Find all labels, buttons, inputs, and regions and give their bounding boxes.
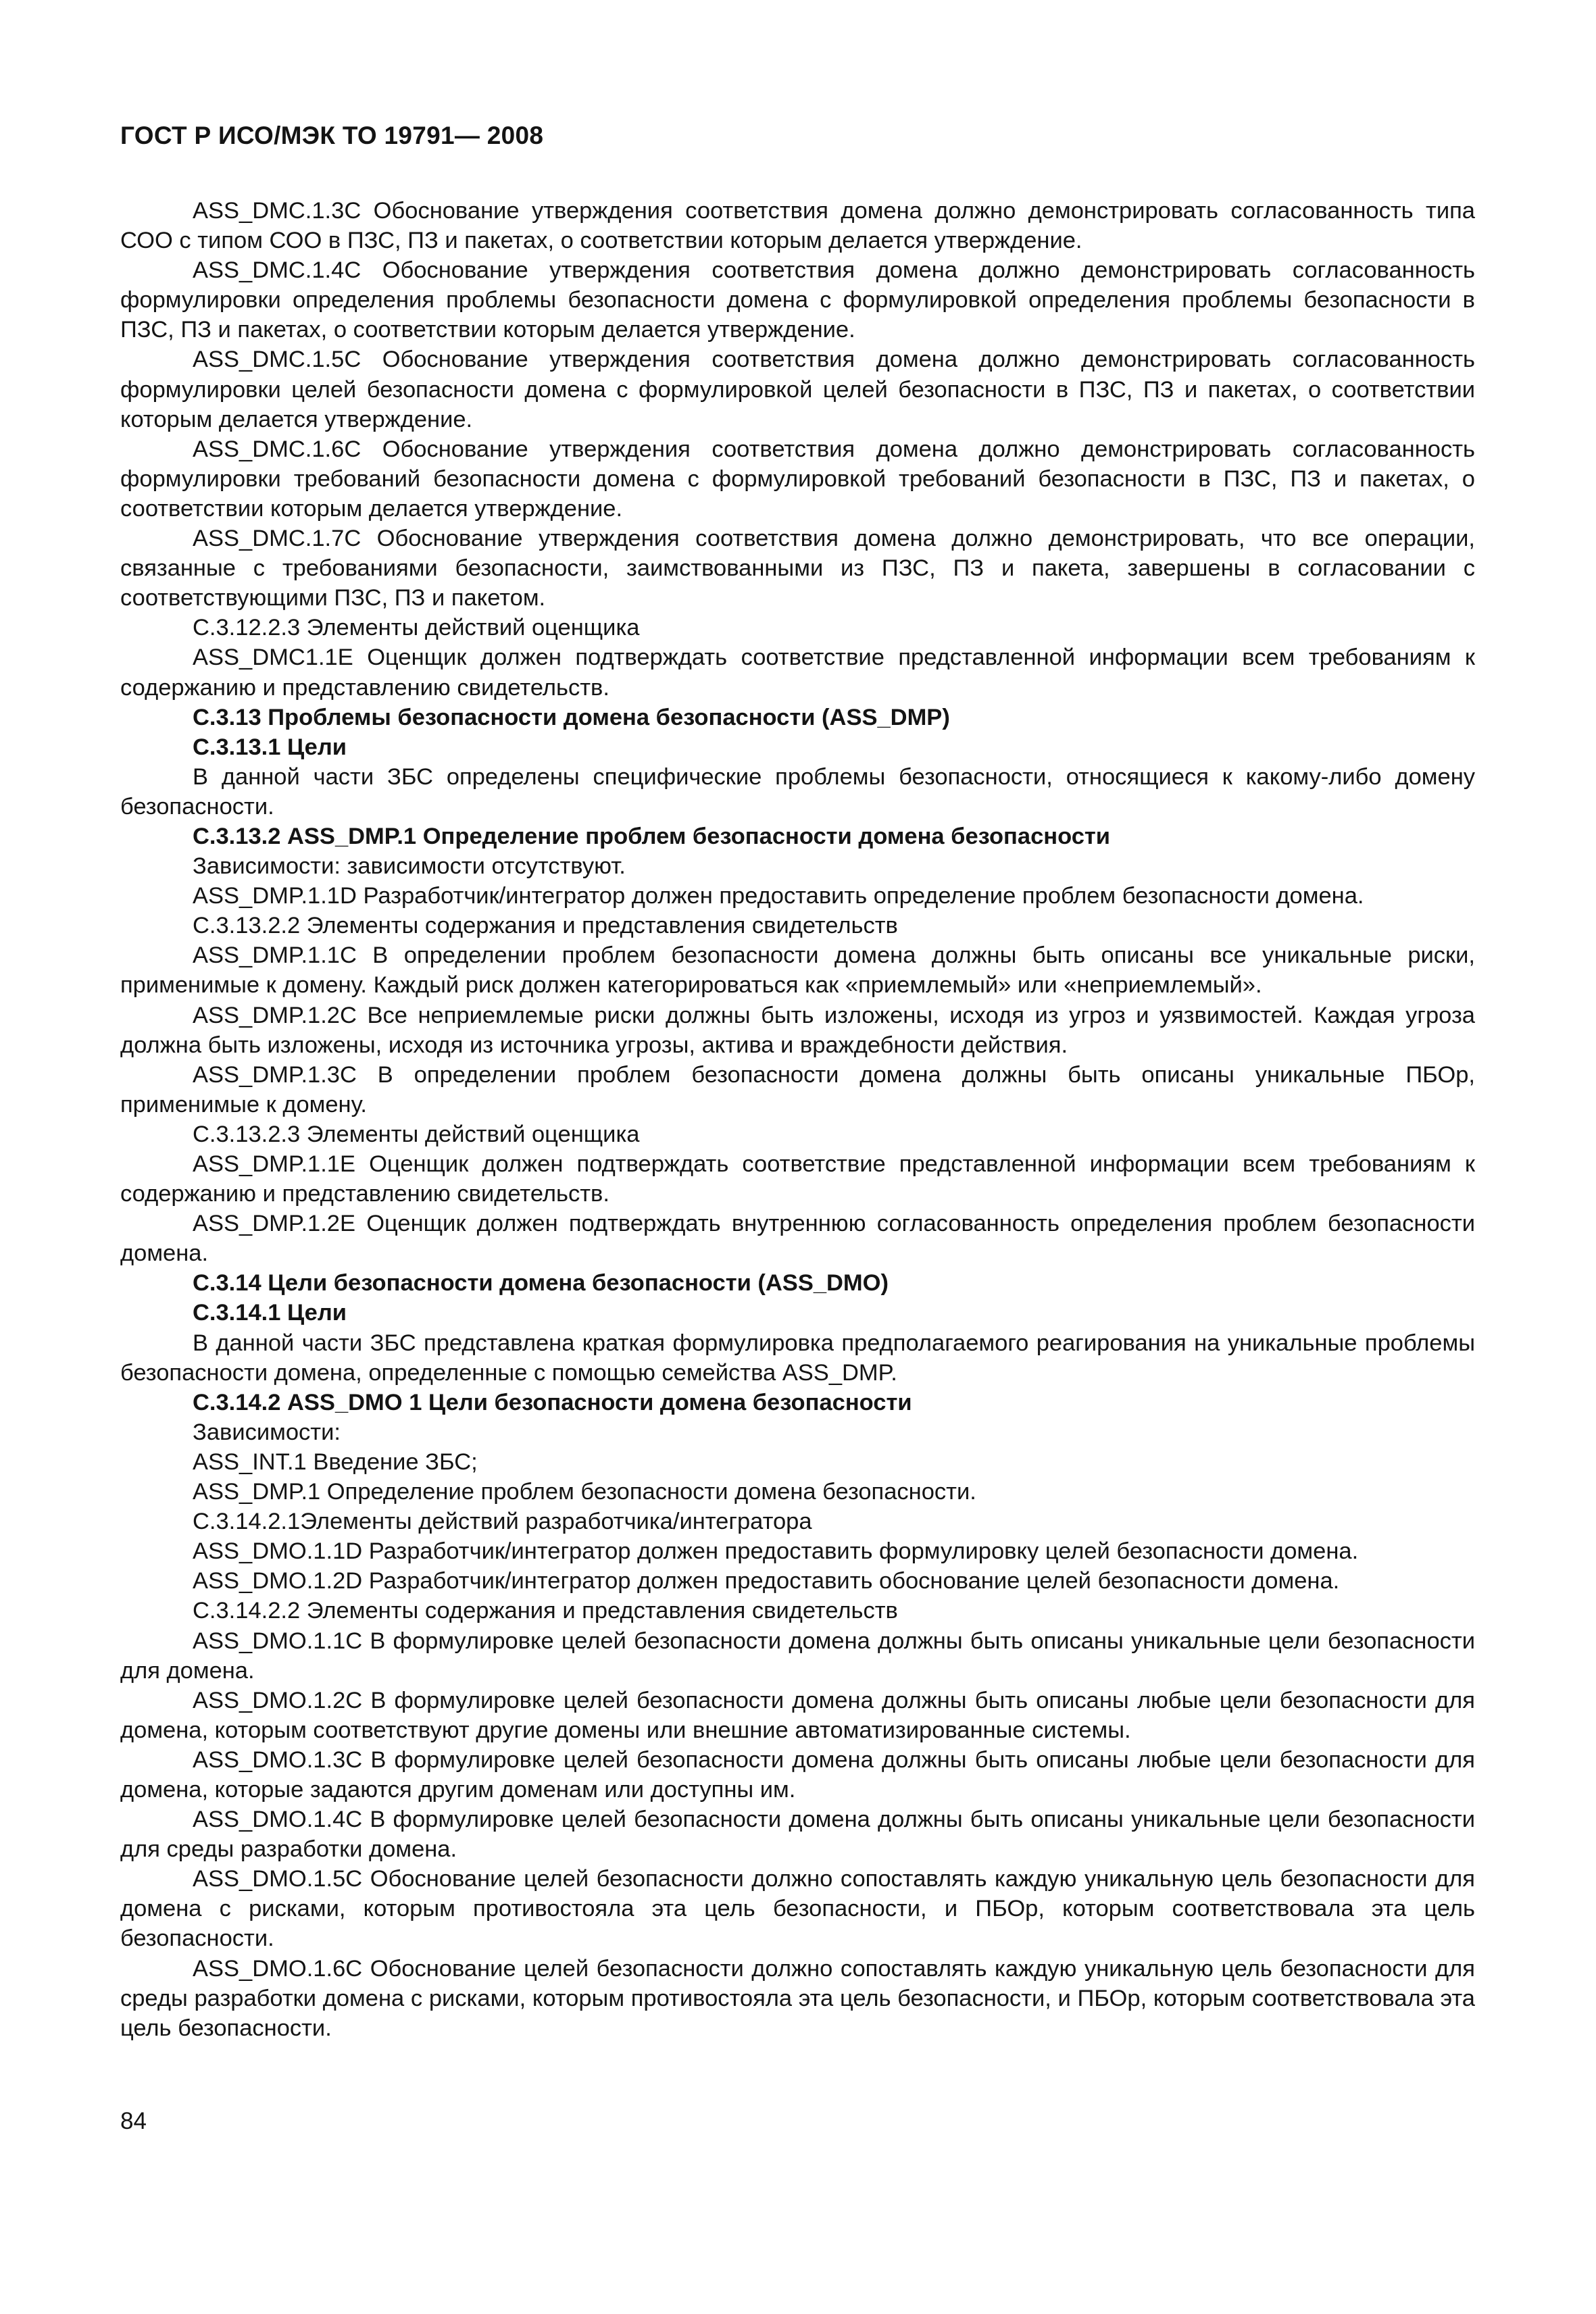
section-heading: С.3.14 Цели безопасности домена безопасности (ASS_DMO): [193, 1270, 889, 1297]
paragraph: ASS_DMO.1.2С В формулировке целей безопасности домена должны быть описаны любые цели безопасности для домена, которым соответствуют другие домены или внешние автоматизированные системы.: [120, 1687, 1475, 1743]
paragraph: ASS_DMC.1.7С Обоснование утверждения соответствия домена должно демонстрировать, что все операции, связанные с требованиями безопасности, заимствованными из ПЗС, ПЗ и пакета, завершены в согласовании с соответствующими ПЗС, ПЗ и пакетом.: [120, 526, 1475, 611]
paragraph: ASS_DMP.1.2С Все неприемлемые риски должны быть изложены, исходя из угроз и уязвимостей. Каждая угроза должна быть изложены, исходя из источника угрозы, актива и враждебности действия.: [120, 1002, 1475, 1058]
paragraph: ASS_DMC.1.4С Обоснование утверждения соответствия домена должно демонстрировать согласованность формулировки определения проблемы безопасности домена с формулировкой определения проблемы безопасности в ПЗС, ПЗ и пакетах, о соответствии которым делается утверждение.: [120, 257, 1475, 343]
paragraph: ASS_DMO.1.3С В формулировке целей безопасности домена должны быть описаны любые цели безопасности для домена, которые задаются другим доменам или доступны им.: [120, 1746, 1475, 1803]
paragraph: С.3.14.2.1Элементы действий разработчика/интегратора: [193, 1509, 812, 1535]
paragraph: ASS_DMP.1.3С В определении проблем безопасности домена должны быть описаны уникальные ПБОр, применимые к домену.: [120, 1061, 1475, 1117]
paragraph: С.3.12.2.3 Элементы действий оценщика: [193, 615, 640, 641]
paragraph: ASS_DMP.1.1С В определении проблем безопасности домена должны быть описаны все уникальные риски, применимые к домену. Каждый риск должен категорироваться как «приемлемый» или «неприемлемый».: [120, 942, 1475, 999]
paragraph: ASS_DMC.1.6С Обоснование утверждения соответствия домена должно демонстрировать согласованность формулировки требований безопасности домена с формулировкой требований безопасности в ПЗС, ПЗ и пакетах, о соответствии которым делается утверждение.: [120, 436, 1475, 522]
paragraph: ASS_INT.1 Введение ЗБС;: [193, 1449, 478, 1475]
paragraph: ASS_DMO.1.1С В формулировке целей безопасности домена должны быть описаны уникальные цели безопасности для домена.: [120, 1628, 1475, 1684]
section-heading: С.3.13 Проблемы безопасности домена безопасности (ASS_DMP): [193, 704, 950, 730]
page-number: 84: [120, 2108, 147, 2134]
paragraph: ASS_DMP.1 Определение проблем безопасности домена безопасности.: [193, 1479, 976, 1505]
section-heading: С.3.14.1 Цели: [193, 1300, 347, 1326]
paragraph: С.3.13.2.2 Элементы содержания и представления свидетельств: [193, 913, 898, 939]
body-text: [120, 196, 1475, 2043]
section-heading: С.3.13.2 ASS_DMP.1 Определение проблем безопасности домена безопасности: [193, 823, 1110, 849]
paragraph: ASS_DMO.1.5С Обоснование целей безопасности должно сопоставлять каждую уникальную цель безопасности для домена с рисками, которым противостояла эта цель безопасности, и ПБОр, которым соответствовала эта цель безопасности.: [120, 1866, 1475, 1952]
paragraph: ASS_DMC.1.3С Обоснование утверждения соответствия домена должно демонстрировать согласованность типа СОО с типом СОО в ПЗС, ПЗ и пакетах, о соответствии которым делается утверждение.: [120, 198, 1475, 254]
paragraph: Зависимости:: [193, 1419, 341, 1445]
paragraph: ASS_DMO.1.1D Разработчик/интегратор должен предоставить формулировку целей безопасности домена.: [193, 1538, 1359, 1565]
paragraph: Зависимости: зависимости отсутствуют.: [193, 853, 626, 880]
paragraph: ASS_DMO.1.2D Разработчик/интегратор должен предоставить обоснование целей безопасности домена.: [193, 1568, 1340, 1594]
paragraph: ASS_DMO.1.6С Обоснование целей безопасности должно сопоставлять каждую уникальную цель безопасности для среды разработки домена с рисками, которым противостояла эта цель безопасности, и ПБОр, которым соответствовала эта цель безопасности.: [120, 1955, 1475, 2041]
paragraph: В данной части ЗБС определены специфические проблемы безопасности, относящиеся к какому-либо домену безопасности.: [120, 763, 1475, 820]
section-heading: С.3.13.1 Цели: [193, 734, 347, 760]
section-heading: С.3.14.2 ASS_DMO 1 Цели безопасности домена безопасности: [193, 1389, 912, 1415]
paragraph: ASS_DMO.1.4С В формулировке целей безопасности домена должны быть описаны уникальные цели безопасности для среды разработки домена.: [120, 1807, 1475, 1863]
paragraph: С.3.13.2.3 Элементы действий оценщика: [193, 1121, 640, 1147]
paragraph: В данной части ЗБС представлена краткая формулировка предполагаемого реагирования на уникальные проблемы безопасности домена, определенные с помощью семейства ASS_DMP.: [120, 1330, 1475, 1386]
paragraph: ASS_DMC1.1Е Оценщик должен подтверждать соответствие представленной информации всем требованиям к содержанию и представлению свидетельств.: [120, 645, 1475, 701]
running-header: ГОСТ Р ИСО/МЭК ТО 19791— 2008: [120, 122, 544, 149]
paragraph: ASS_DMC.1.5С Обоснование утверждения соответствия домена должно демонстрировать согласованность формулировки целей безопасности домена с формулировкой целей безопасности в ПЗС, ПЗ и пакетах, о соответствии которым делается утверждение.: [120, 347, 1475, 432]
paragraph: ASS_DMP.1.1Е Оценщик должен подтверждать соответствие представленной информации всем требованиям к содержанию и представлению свидетельств.: [120, 1151, 1475, 1207]
paragraph: С.3.14.2.2 Элементы содержания и представления свидетельств: [193, 1598, 898, 1624]
paragraph: ASS_DMP.1.2Е Оценщик должен подтверждать внутреннюю согласованность определения проблем безопасности домена.: [120, 1211, 1475, 1267]
paragraph: ASS_DMP.1.1D Разработчик/интегратор должен предоставить определение проблем безопасности домена.: [193, 883, 1364, 909]
